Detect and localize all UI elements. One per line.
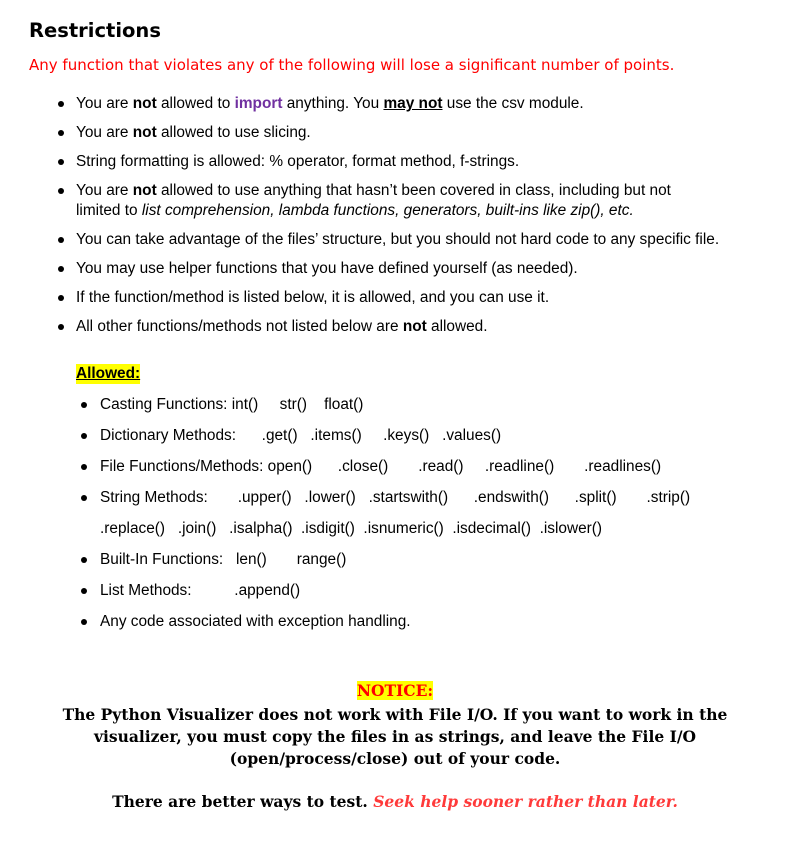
notice-line: visualizer, you must copy the files in as strings, and leave the File I/O: [93, 727, 697, 746]
rule-text: You are: [76, 95, 133, 112]
allowed-item-continued: .replace() .join() .isalpha() .isdigit() .isnumeric() .isdecimal() .islower(): [100, 520, 602, 537]
notice-text: [0, 704, 790, 770]
notice-line: (open/process/close) out of your code.: [229, 749, 561, 768]
rule-text: String formatting is allowed: % operator, format method, f-strings.: [76, 153, 520, 170]
allowed-item: Built-In Functions: len() range(): [0, 550, 790, 570]
rule-text: allowed to use anything that hasn’t been covered in class, including but not: [156, 182, 671, 199]
rule-text: limited to: [76, 202, 142, 219]
rule-text: anything. You: [282, 95, 384, 112]
list-item: [0, 181, 790, 221]
import-emphasis: import: [234, 95, 283, 112]
allowed-list: [0, 395, 790, 632]
allowed-item: Casting Functions: int() str() float(): [0, 395, 790, 415]
allowed-item: Dictionary Methods: .get() .items() .keys() .values(): [0, 426, 790, 446]
rule-text: You may use helper functions that you have defined yourself (as needed).: [76, 260, 578, 277]
rule-text: You are: [76, 182, 133, 199]
not-emphasis: not: [402, 318, 427, 335]
list-item: [0, 230, 742, 250]
list-item: [0, 317, 790, 337]
allowed-label: Allowed:: [76, 365, 141, 382]
notice-label-text: NOTICE:: [356, 681, 434, 700]
rule-text: You can take advantage of the files’ structure, but you should not hard code to any specific file.: [76, 231, 720, 248]
allowed-item: String Methods: .upper() .lower() .startswith() .endswith() .split() .strip(): [0, 488, 790, 508]
restrictions-list: [0, 94, 790, 337]
excluded-features: list comprehension, lambda functions, generators, built-ins like zip(), etc.: [141, 202, 634, 219]
section-heading: Restrictions: [29, 19, 161, 42]
list-item: [0, 123, 790, 143]
warning-text: Any function that violates any of the following will lose a significant number of points.: [29, 56, 675, 74]
rule-text: You are: [76, 124, 133, 141]
seek-help-text: Seek help sooner rather than later.: [373, 792, 678, 811]
not-emphasis: not: [132, 182, 157, 199]
allowed-item: List Methods: .append(): [0, 581, 790, 601]
list-item: [0, 259, 790, 279]
rule-text: If the function/method is listed below, it is allowed, and you can use it.: [76, 289, 550, 306]
rule-text: allowed.: [426, 318, 488, 335]
not-emphasis: not: [132, 95, 157, 112]
test-advice-text: There are better ways to test.: [112, 792, 374, 811]
list-item: [0, 94, 790, 114]
not-emphasis: not: [132, 124, 157, 141]
notice-line: The Python Visualizer does not work with File I/O. If you want to work in the: [62, 705, 728, 724]
list-item: [0, 288, 790, 308]
rule-text: allowed to use slicing.: [156, 124, 311, 141]
notice-label: [0, 681, 790, 701]
list-item: [0, 152, 790, 172]
allowed-item: File Functions/Methods: open() .close() .read() .readline() .readlines(): [0, 457, 790, 477]
rule-text: use the csv module.: [442, 95, 584, 112]
test-advice: [0, 791, 790, 813]
allowed-item: Any code associated with exception handling.: [0, 612, 790, 632]
may-not-emphasis: may not: [383, 95, 443, 112]
rule-text: All other functions/methods not listed below are: [76, 318, 403, 335]
rule-text: allowed to: [156, 95, 235, 112]
